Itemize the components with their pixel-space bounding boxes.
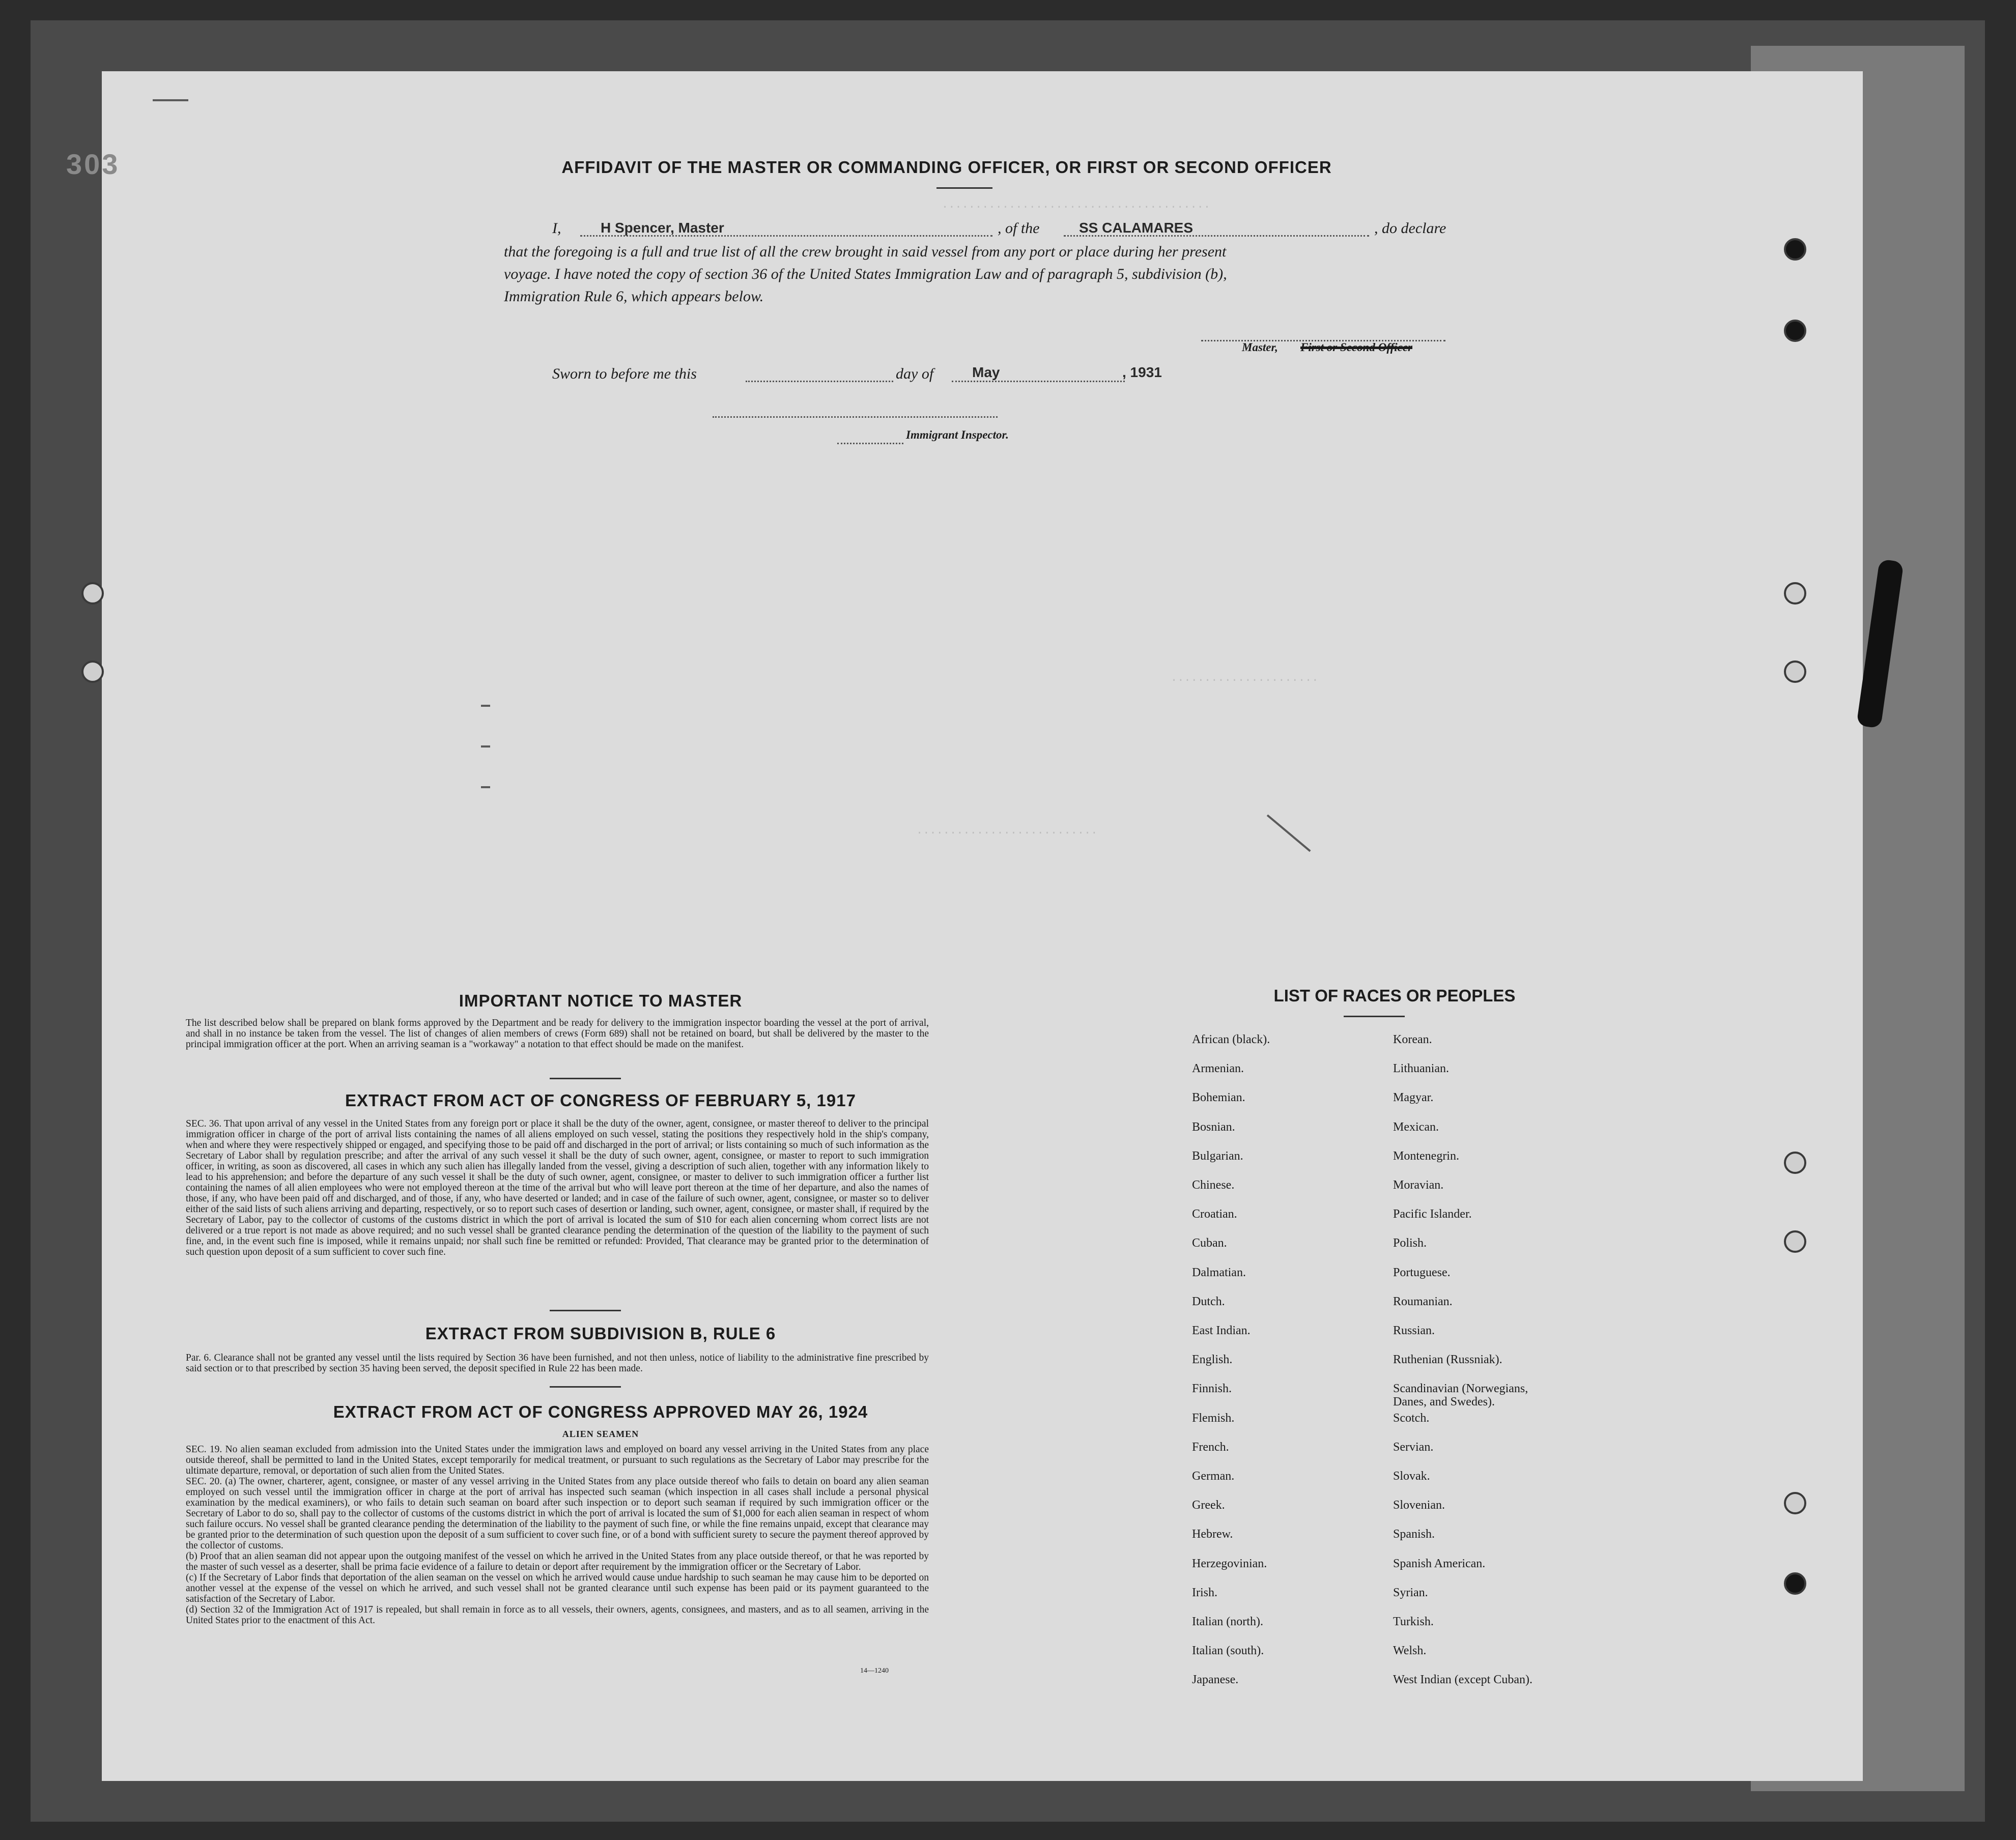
punch-hole xyxy=(1784,1492,1806,1514)
race-entry: Herzegovinian. xyxy=(1192,1557,1267,1570)
inspector-signature-line xyxy=(713,416,998,418)
race-entry: Finnish. xyxy=(1192,1382,1232,1396)
margin-tick xyxy=(153,99,188,101)
sworn-label: Sworn to before me this xyxy=(552,365,697,382)
punch-hole xyxy=(1784,582,1806,605)
sworn-month: May xyxy=(972,364,1000,380)
punch-hole xyxy=(81,660,104,683)
extract-rule6-text: Par. 6. Clearance shall not be granted any vessel until the lists required by Section 36 have been furnished, and not then unless, notice of liability to the administrative fine prescribed by said section or to that prescribed by section 35 having been served, the deposit specified in Rule 22 has been made. xyxy=(186,1353,929,1374)
race-entry: Dalmatian. xyxy=(1192,1266,1246,1279)
race-entry: Moravian. xyxy=(1393,1178,1444,1192)
race-entry: German. xyxy=(1192,1470,1235,1483)
race-entry: Slovak. xyxy=(1393,1470,1430,1483)
race-entry: Flemish. xyxy=(1192,1411,1235,1425)
race-entry: Ruthenian (Russniak). xyxy=(1393,1353,1502,1367)
of-the-label: , of the xyxy=(998,220,1040,237)
affidavit-line2: that the foregoing is a full and true list of all the crew brought in said vessel from any port or place during her present xyxy=(504,243,1227,260)
margin-tick xyxy=(481,786,490,788)
title-rule xyxy=(936,187,992,189)
race-entry: Pacific Islander. xyxy=(1393,1208,1472,1221)
notice-rule xyxy=(550,1078,621,1079)
race-entry: Croatian. xyxy=(1192,1208,1237,1221)
declarant-name: H Spencer, Master xyxy=(601,220,724,236)
race-entry: Chinese. xyxy=(1192,1178,1235,1192)
race-entry: French. xyxy=(1192,1440,1229,1454)
day-of-label: day of xyxy=(896,365,934,382)
race-entry: Scandinavian (Norwegians, Danes, and Swedes). xyxy=(1393,1382,1528,1409)
race-entry: Russian. xyxy=(1393,1324,1435,1337)
master-label: Master, xyxy=(1242,341,1278,354)
race-entry: Irish. xyxy=(1192,1586,1217,1599)
race-entry: Italian (south). xyxy=(1192,1644,1264,1658)
extract-1924-title: EXTRACT FROM ACT OF CONGRESS APPROVED MAY 26, 1924 xyxy=(333,1402,868,1421)
race-entry: Servian. xyxy=(1393,1440,1434,1454)
race-entry: Hebrew. xyxy=(1192,1528,1233,1541)
sworn-month-line xyxy=(952,381,1125,382)
race-entry: Japanese. xyxy=(1192,1673,1239,1687)
inspector-lead-line xyxy=(837,443,903,444)
race-entry: West Indian (except Cuban). xyxy=(1393,1673,1532,1687)
race-entry: Bosnian. xyxy=(1192,1120,1235,1134)
extract-1917-rule xyxy=(550,1310,621,1311)
struck-officer-title: First or Second Officer xyxy=(1300,341,1412,354)
punch-hole xyxy=(1784,1572,1806,1595)
race-entry: Mexican. xyxy=(1393,1120,1439,1134)
race-entry: Italian (north). xyxy=(1192,1615,1263,1628)
extract-1924-text: SEC. 19. No alien seaman excluded from admission into the United States under the immigration laws and employed on board any vessel arriving in the United States from any place outside thereof, shall be permitted to land in the United States, except temporarily for medical treatment, or pursuant to such regulations as the Secretary of Labor may prescribe for the ultimate departure, removal, or deportation of such alien from the United States. SEC. 20. (a) The owner, charterer, agent, consignee, or master of any vessel arriving in the United States from any place outside thereof who fails to detain on board any alien seaman employed on such vessel until the immigration officer in charge at the port of arrival has inspected such seaman (which inspection in all cases shall include a personal physical examination by the medical examiners), or who fails to detain such seaman on board after such inspection or to deport such seaman if required by such immigration officer or the Secretary of Labor to do so, shall pay to the collector of customs of the customs district in which the port of arrival is located the sum of $1,000 for each alien seaman in respect of whom such failure occurs. No vessel shall be granted clearance pending the determination of the liability to the payment of such fine, or while the fine remains unpaid, except that clearance may be granted prior to the determination of such question upon the deposit of a sum sufficient to cover such fine, or of a bond with sufficient surety to secure the payment thereof approved by the collector of customs. (b) Proof that an alien seaman did not appear upon the outgoing manifest of the vessel on which he arrived in the United States from any place outside thereof, or that he was reported by the master of such vessel as a deserter, shall be prima facie evidence of a failure to detain or deport after requirement by the immigration officer or the Secretary of Labor. (c) If the Secretary of Labor finds that deportation of the alien seaman on the vessel on which he arrived would cause undue hardship to such seaman he may cause him to be deported on another vessel at the expense of the vessel on which he arrived, and such vessel shall not be granted clearance until such expense has been paid or its payment guaranteed to the satisfaction of the Secretary of Labor. (d) Section 32 of the Immigration Act of 1917 is repealed, but shall remain in force as to all vessels, their owners, agents, consignees, and masters, and as to all seamen, arriving in the United States prior to the enactment of this Act. xyxy=(186,1444,929,1626)
race-entry: Bohemian. xyxy=(1192,1091,1245,1105)
margin-tick xyxy=(481,745,490,748)
race-entry: Armenian. xyxy=(1192,1062,1244,1076)
races-rule xyxy=(1344,1016,1405,1017)
race-entry: Polish. xyxy=(1393,1237,1427,1250)
race-entry: Lithuanian. xyxy=(1393,1062,1449,1076)
race-entry: Montenegrin. xyxy=(1393,1149,1459,1163)
race-entry: Magyar. xyxy=(1393,1091,1434,1105)
race-entry: Syrian. xyxy=(1393,1586,1428,1599)
race-entry: East Indian. xyxy=(1192,1324,1251,1337)
notice-text: The list described below shall be prepared on blank forms approved by the Department and be ready for delivery to the immigration inspector boarding the vessel at the port of arrival, and shall in no instance be taken from the vessel. The list of changes of alien members of crews (Form 689) shall not be retained on board, but shall be delivered by the master to the principal immigration officer at the port. When an arriving seaman is a "workaway" a notation to that effect should be made on the manifest. xyxy=(186,1018,929,1050)
bleed-through-text: ........................... xyxy=(916,824,1098,837)
extract-rule6-title: EXTRACT FROM SUBDIVISION B, RULE 6 xyxy=(425,1324,776,1343)
race-entry: Turkish. xyxy=(1393,1615,1434,1628)
race-entry: Roumanian. xyxy=(1393,1295,1453,1308)
punch-hole xyxy=(1784,660,1806,683)
race-entry: Cuban. xyxy=(1192,1237,1227,1250)
race-entry: Slovenian. xyxy=(1393,1499,1445,1512)
affidavit-title: AFFIDAVIT OF THE MASTER OR COMMANDING OFFICER, OR FIRST OR SECOND OFFICER xyxy=(561,158,1332,177)
extract-1917-text: SEC. 36. That upon arrival of any vessel in the United States from any foreign port or place it shall be the duty of the owner, agent, consignee, or master thereof to deliver to the principal immigration officer in charge of the port of arrival lists containing the names of all aliens employed on such vessel, stating the positions they respectively hold in the ship's company, when and where they were respectively shipped or engaged, and specifying those to be paid off and discharged in the port of arrival; or lists containing so much of such information as the Secretary of Labor shall by regulation prescribe; and after the arrival of any such vessel it shall be the duty of such owner, agent, consignee, or master to report to such immigration officer, in writing, as soon as discovered, all cases in which any such alien has illegally landed from the vessel, giving a description of such alien, together with any information likely to lead to his apprehension; and before the departure of any such vessel it shall be the duty of such owner, agent, consignee, or master to deliver to such immigration officer a further list containing the names of all alien employees who were not employed thereon at the time of the arrival but who will leave port thereon at the time of her departure, and also the names of those, if any, who have been paid off and discharged, and of those, if any, who have deserted or landed; and in case of the failure of such owner, agent, consignee, or master so to deliver either of the said lists of such aliens arriving and departing, respectively, or so to report such cases of desertion or landing, such owner, agent, consignee, or master shall, if required by the Secretary of Labor, pay to the collector of customs of the customs district in which the port of arrival is located the sum of $10 for each alien concerning whom correct lists are not delivered or a true report is not made as above required; and no such vessel shall be granted clearance pending the determination of the question of the liability to the payment of such fine, and, in the event such fine is imposed, while it remains unpaid; nor shall such fine be remitted or refunded: Provided, That clearance may be granted prior to the determination of such question upon deposit of a sum sufficient to cover such fine. xyxy=(186,1118,929,1257)
inspector-label: Immigrant Inspector. xyxy=(906,428,1009,441)
punch-hole xyxy=(81,582,104,605)
punch-hole xyxy=(1784,320,1806,342)
race-entry: Portuguese. xyxy=(1393,1266,1451,1279)
extract-1917-title: EXTRACT FROM ACT OF CONGRESS OF FEBRUARY 5, 1917 xyxy=(345,1091,856,1110)
margin-tick xyxy=(481,705,490,707)
bleed-through-text: ...................... xyxy=(1171,672,1319,684)
punch-hole xyxy=(1784,1230,1806,1253)
notice-title: IMPORTANT NOTICE TO MASTER xyxy=(459,991,743,1010)
races-title: LIST OF RACES OR PEOPLES xyxy=(1273,986,1516,1005)
bleed-through-text: ........................................ xyxy=(942,198,1211,211)
race-entry: Spanish American. xyxy=(1393,1557,1486,1570)
document-number: 303 xyxy=(66,148,120,180)
extract-rule6-rule xyxy=(550,1386,621,1388)
vessel-name: SS CALAMARES xyxy=(1079,220,1194,236)
race-entry: Dutch. xyxy=(1192,1295,1225,1308)
sworn-day-line xyxy=(746,381,893,382)
sworn-year: , 1931 xyxy=(1122,364,1162,380)
affidavit-line1-start: I, xyxy=(552,220,561,237)
race-entry: English. xyxy=(1192,1353,1233,1367)
race-entry: Scotch. xyxy=(1393,1411,1430,1425)
affidavit-line4: Immigration Rule 6, which appears below. xyxy=(504,288,764,305)
affidavit-line3: voyage. I have noted the copy of section 36 of the United States Immigration Law and of paragraph 5, subdivision (b), xyxy=(504,266,1227,282)
race-entry: Welsh. xyxy=(1393,1644,1427,1658)
race-entry: Bulgarian. xyxy=(1192,1149,1243,1163)
alien-seamen-heading: ALIEN SEAMEN xyxy=(562,1429,639,1439)
race-entry: Korean. xyxy=(1393,1033,1432,1046)
punch-hole xyxy=(1784,1152,1806,1174)
race-entry: Greek. xyxy=(1192,1499,1225,1512)
form-number: 14—1240 xyxy=(860,1667,889,1675)
race-entry: Spanish. xyxy=(1393,1528,1435,1541)
race-entry: African (black). xyxy=(1192,1033,1270,1046)
punch-hole xyxy=(1784,238,1806,261)
do-declare-label: , do declare xyxy=(1374,220,1446,237)
